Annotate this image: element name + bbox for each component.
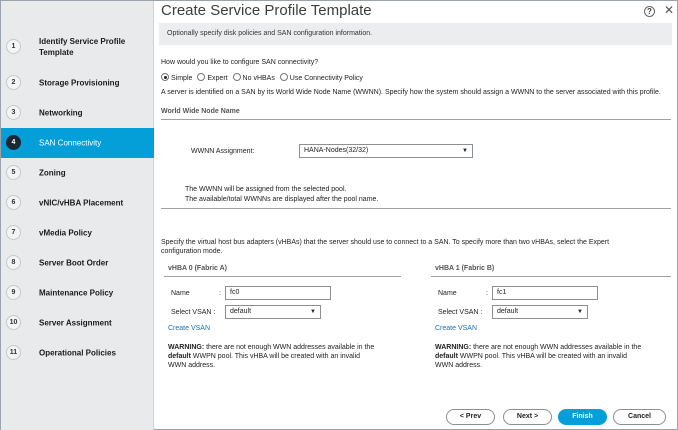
close-icon[interactable]: ✕ xyxy=(664,3,675,17)
vhba1-warning: WARNING: there are not enough WWN addresses available in the default WWPN pool. This vHBA will be created with an invalid WWN address. xyxy=(435,344,642,369)
step-label: Server Boot Order xyxy=(39,258,109,268)
vhba0-name-label: Name xyxy=(171,290,190,297)
step-number: 9 xyxy=(6,285,21,300)
wizard-footer xyxy=(154,401,678,430)
vhba0-title: vHBA 0 (Fabric A) xyxy=(168,265,227,272)
divider xyxy=(161,208,671,209)
vhba1-vsan-value: default xyxy=(497,308,519,315)
page-title: Create Service Profile Template xyxy=(161,2,372,19)
step-label: Storage Provisioning xyxy=(39,78,120,88)
wwnn-assignment-label: WWNN Assignment: xyxy=(191,148,255,155)
wwnn-assignment-value: HANA-Nodes(32/32) xyxy=(304,147,369,154)
finish-button[interactable]: Finish xyxy=(558,409,607,425)
step-vmedia-policy[interactable] xyxy=(1,218,154,248)
vhba0-vsan-value: default xyxy=(230,308,252,315)
radio-use-connectivity-policy[interactable]: Use Connectivity Policy xyxy=(280,75,363,82)
step-maintenance-policy[interactable] xyxy=(1,278,154,308)
step-label: Maintenance Policy xyxy=(39,288,114,298)
step-san-connectivity[interactable] xyxy=(1,128,154,158)
step-server-assignment[interactable] xyxy=(1,308,154,338)
vhba0-warning: WARNING: there are not enough WWN addresses available in the default WWPN pool. This vHBA will be created with an invalid WWN address. xyxy=(168,344,375,369)
step-number: 6 xyxy=(6,195,21,210)
step-zoning[interactable] xyxy=(1,158,154,188)
radio-icon xyxy=(233,73,241,81)
radio-selected-icon xyxy=(161,73,169,81)
vhba-info-text-2: configuration mode. xyxy=(161,248,223,255)
step-label: Networking xyxy=(39,108,83,118)
vhba1-title: vHBA 1 (Fabric B) xyxy=(435,265,495,272)
vhba1-vsan-select[interactable] xyxy=(492,305,588,319)
vhba0-vsan-select[interactable] xyxy=(225,305,321,319)
wwnn-assignment-select[interactable] xyxy=(299,144,473,158)
chevron-down-icon: ▼ xyxy=(310,309,316,315)
pool-note-2: The available/total WWNNs are displayed after the pool name. xyxy=(185,196,379,203)
step-label: Zoning xyxy=(39,168,66,178)
step-number: 11 xyxy=(6,345,21,360)
wwnn-section-header: World Wide Node Name xyxy=(161,108,240,115)
radio-expert[interactable]: Expert xyxy=(197,75,227,82)
step-number: 2 xyxy=(6,75,21,90)
radio-no-vhbas[interactable]: No vHBAs xyxy=(233,75,275,82)
vhba1-name-input[interactable]: fc1 xyxy=(492,286,598,300)
divider xyxy=(161,119,671,120)
vhba-info-text-1: Specify the virtual host bus adapters (vHBAs) that the server should use to connect to a SAN. To specify more than two vHBAs, select the Expert xyxy=(161,239,610,246)
pool-note-1: The WWNN will be assigned from the selected pool. xyxy=(185,186,347,193)
step-identify-service-profile-template[interactable] xyxy=(1,28,154,66)
vhba1-name-separator: : xyxy=(486,290,488,297)
step-number: 1 xyxy=(6,39,21,54)
vhba0-create-vsan-link[interactable]: Create VSAN xyxy=(168,325,211,332)
step-networking[interactable] xyxy=(1,98,154,128)
step-number: 5 xyxy=(6,165,21,180)
step-description: Optionally specify disk policies and SAN configuration information. xyxy=(159,23,672,45)
step-label: Identify Service Profile Template xyxy=(39,37,126,57)
vhba1-create-vsan-link[interactable]: Create VSAN xyxy=(435,325,478,332)
step-label: Server Assignment xyxy=(39,318,112,328)
next-button[interactable]: Next > xyxy=(503,409,552,425)
step-number: 10 xyxy=(6,315,21,330)
chevron-down-icon: ▼ xyxy=(577,309,583,315)
step-label: vMedia Policy xyxy=(39,228,92,238)
step-label: vNIC/vHBA Placement xyxy=(39,198,124,208)
step-number: 7 xyxy=(6,225,21,240)
radio-icon xyxy=(280,73,288,81)
step-operational-policies[interactable] xyxy=(1,338,154,368)
step-label: SAN Connectivity xyxy=(39,138,102,148)
wizard-steps-sidebar xyxy=(1,1,154,430)
vhba1-name-label: Name xyxy=(438,290,457,297)
step-label: Operational Policies xyxy=(39,348,116,358)
radio-icon xyxy=(197,73,205,81)
step-number: 8 xyxy=(6,255,21,270)
help-icon[interactable]: ? xyxy=(644,6,655,17)
wwnn-info-text: A server is identified on a SAN by its World Wide Node Name (WWNN). Specify how the system should assign a WWNN to the server associated with this profile. xyxy=(161,89,661,96)
san-mode-radio-group xyxy=(161,73,363,82)
san-question: How would you like to configure SAN connectivity? xyxy=(161,59,319,66)
step-vnic-vhba-placement[interactable] xyxy=(1,188,154,218)
radio-simple[interactable]: Simple xyxy=(161,75,192,82)
divider xyxy=(164,276,401,277)
prev-button[interactable]: < Prev xyxy=(446,409,495,425)
step-number: 4 xyxy=(6,135,21,150)
cancel-button[interactable]: Cancel xyxy=(613,409,666,425)
step-number: 3 xyxy=(6,105,21,120)
vhba1-vsan-label: Select VSAN : xyxy=(438,309,483,316)
vhba0-name-input[interactable]: fc0 xyxy=(225,286,331,300)
vhba0-name-separator: : xyxy=(219,290,221,297)
step-server-boot-order[interactable] xyxy=(1,248,154,278)
vhba0-vsan-label: Select VSAN : xyxy=(171,309,216,316)
divider xyxy=(431,276,671,277)
chevron-down-icon: ▼ xyxy=(462,148,468,154)
step-storage-provisioning[interactable] xyxy=(1,68,154,98)
